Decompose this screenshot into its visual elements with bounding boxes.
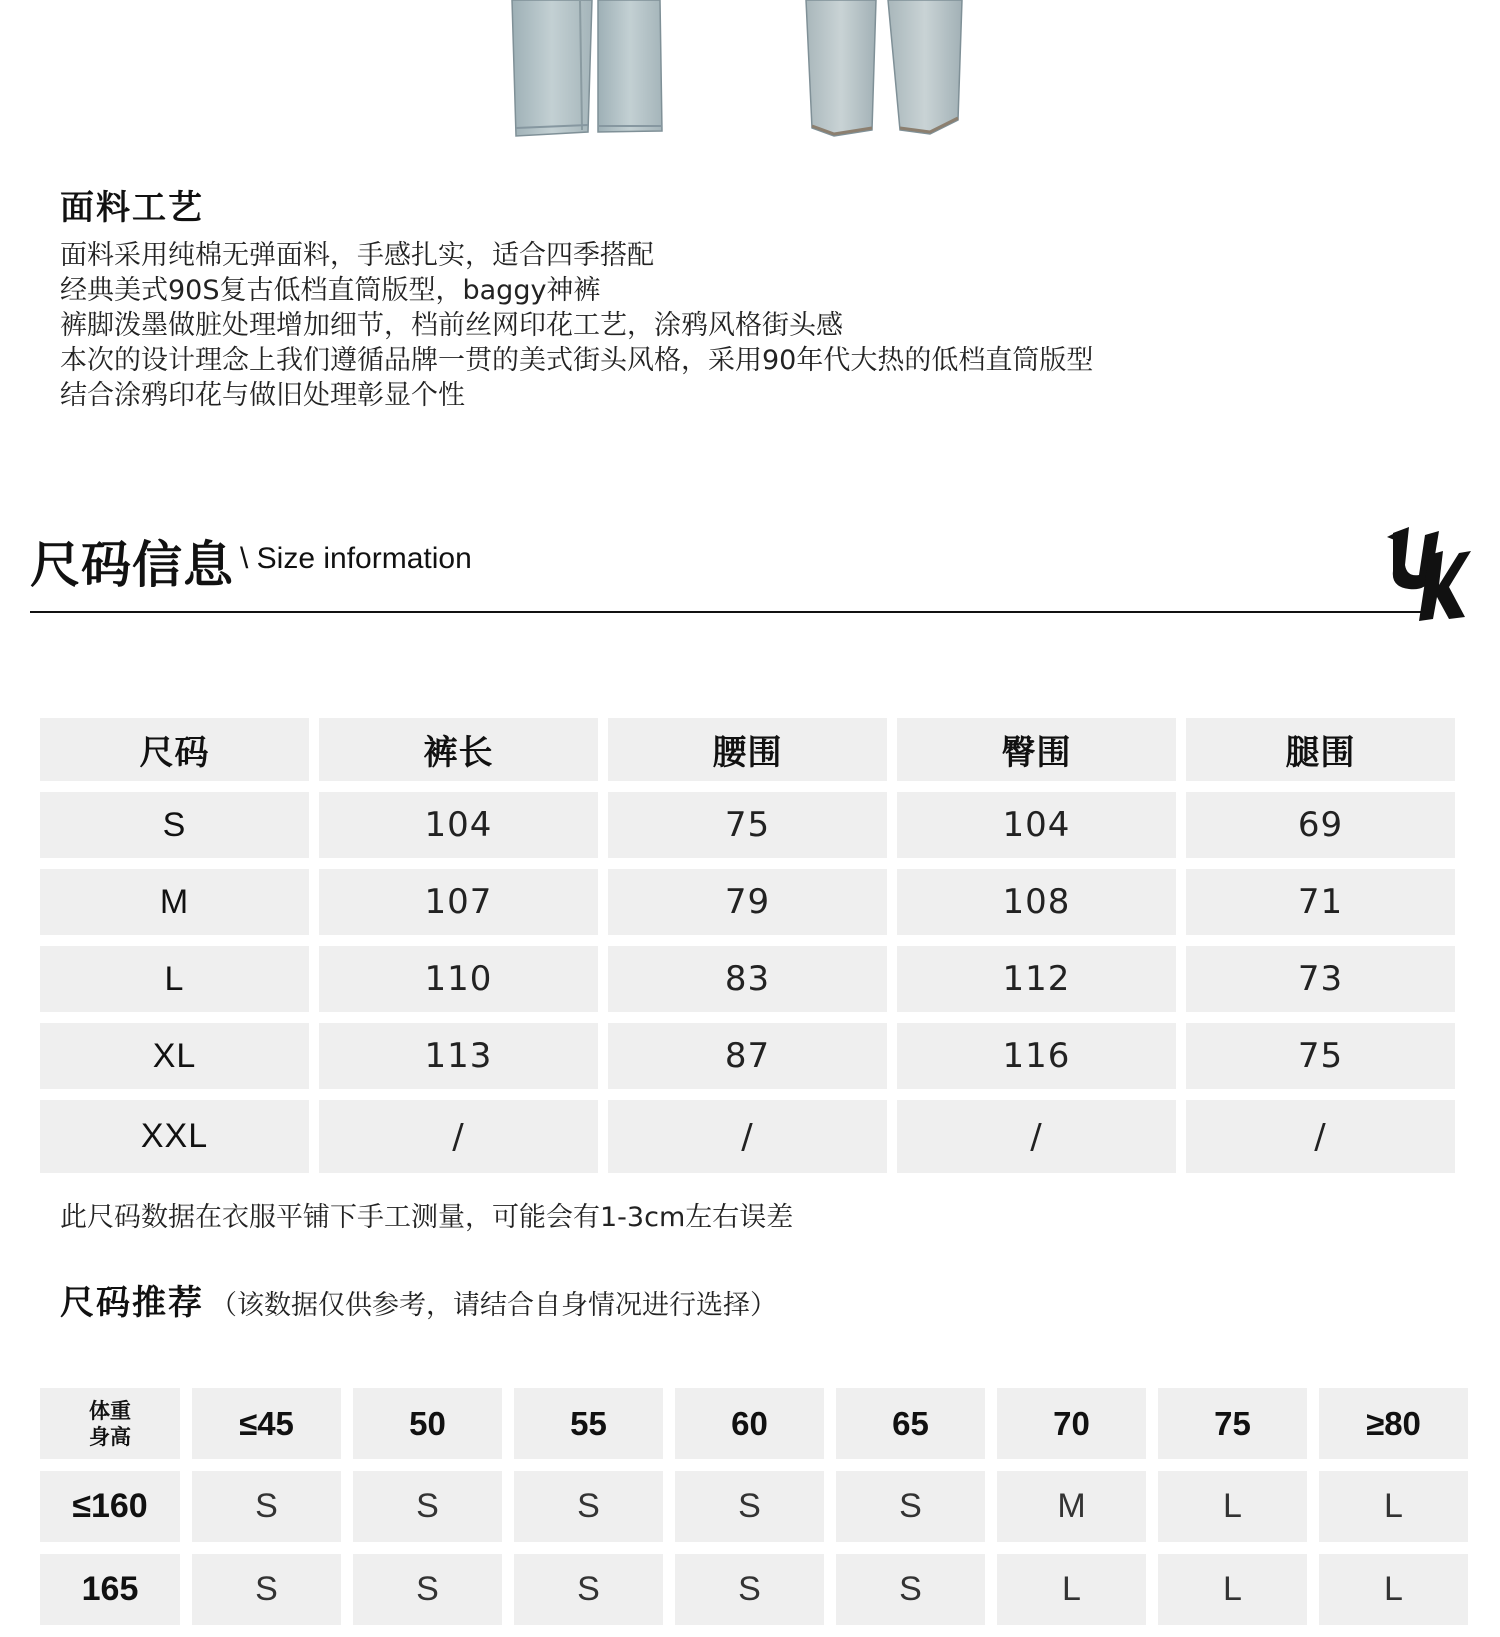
measure-cell: 104 — [319, 792, 598, 858]
table-row — [40, 1471, 1468, 1542]
recommended-size-cell: S — [514, 1554, 663, 1625]
size-cell: L — [40, 946, 309, 1012]
measure-cell: 104 — [897, 792, 1176, 858]
recommendation-subtitle: （该数据仅供参考，请结合自身情况进行选择） — [210, 1290, 777, 1321]
height-cell: ≤160 — [40, 1471, 180, 1542]
brand-logo — [1385, 525, 1475, 623]
recommended-size-cell: S — [836, 1554, 985, 1625]
size-table — [40, 718, 1455, 1184]
recommended-size-cell: L — [997, 1554, 1146, 1625]
measure-cell: / — [1186, 1100, 1455, 1173]
fabric-line: 经典美式90S复古低档直筒版型，baggy神裤 — [60, 275, 601, 306]
weight-cell: 65 — [836, 1388, 985, 1459]
height-axis-label: 身高 — [89, 1424, 131, 1449]
measure-cell: 116 — [897, 1023, 1176, 1089]
height-cell: 165 — [40, 1554, 180, 1625]
recommended-size-cell: L — [1158, 1554, 1307, 1625]
measure-cell: 69 — [1186, 792, 1455, 858]
size-note: 此尺码数据在衣服平铺下手工测量，可能会有1-3cm左右误差 — [60, 1202, 794, 1233]
size-cell: XL — [40, 1023, 309, 1089]
recommended-size-cell: S — [353, 1554, 502, 1625]
measure-cell: / — [897, 1100, 1176, 1173]
size-cell: M — [40, 869, 309, 935]
weight-axis-label: 体重 — [89, 1398, 131, 1423]
measure-cell: 71 — [1186, 869, 1455, 935]
table-row — [40, 1100, 1455, 1173]
fabric-line: 结合涂鸦印花与做旧处理彰显个性 — [60, 380, 465, 411]
weight-cell: ≥80 — [1319, 1388, 1468, 1459]
recommended-size-cell: S — [514, 1471, 663, 1542]
fabric-title: 面料工艺 — [60, 188, 204, 228]
recommended-size-cell: S — [836, 1471, 985, 1542]
header-cell: 裤长 — [319, 718, 598, 781]
size-info-title: 尺码信息 — [30, 536, 234, 594]
header-cell: 臀围 — [897, 718, 1176, 781]
fabric-line: 本次的设计理念上我们遵循品牌一贯的美式街头风格，采用90年代大热的低档直筒版型 — [60, 345, 1094, 376]
header-cell: 腰围 — [608, 718, 887, 781]
size-table-header — [40, 718, 1455, 781]
measure-cell: 112 — [897, 946, 1176, 1012]
product-photo — [0, 0, 1500, 145]
recommended-size-cell: M — [997, 1471, 1146, 1542]
recommended-size-cell: S — [192, 1471, 341, 1542]
recommended-size-cell: L — [1319, 1554, 1468, 1625]
measure-cell: 113 — [319, 1023, 598, 1089]
measure-cell: 108 — [897, 869, 1176, 935]
fabric-line: 裤脚泼墨做脏处理增加细节，档前丝网印花工艺，涂鸦风格街头感 — [60, 310, 843, 341]
size-cell: S — [40, 792, 309, 858]
header-divider — [30, 611, 1430, 613]
measure-cell: 110 — [319, 946, 598, 1012]
weight-cell: 70 — [997, 1388, 1146, 1459]
measure-cell: 75 — [1186, 1023, 1455, 1089]
size-cell: XXL — [40, 1100, 309, 1173]
recommended-size-cell: S — [192, 1554, 341, 1625]
recommendation-heading — [60, 1275, 777, 1324]
recommended-size-cell: L — [1158, 1471, 1307, 1542]
jeans-front-legs — [512, 0, 662, 136]
measure-cell: 107 — [319, 869, 598, 935]
table-row — [40, 1023, 1455, 1089]
table-row — [40, 869, 1455, 935]
corner-cell — [40, 1388, 180, 1459]
measure-cell: / — [608, 1100, 887, 1173]
size-info-header — [30, 525, 1470, 625]
recommendation-title: 尺码推荐 — [60, 1283, 204, 1323]
measure-cell: 75 — [608, 792, 887, 858]
fabric-line: 面料采用纯棉无弹面料，手感扎实，适合四季搭配 — [60, 240, 654, 271]
header-cell: 腿围 — [1186, 718, 1455, 781]
recommended-size-cell: S — [675, 1554, 824, 1625]
jeans-back-legs — [806, 0, 962, 136]
weight-cell: 55 — [514, 1388, 663, 1459]
header-cell: 尺码 — [40, 718, 309, 781]
measure-cell: / — [319, 1100, 598, 1173]
fabric-description — [60, 238, 1093, 413]
table-row — [40, 946, 1455, 1012]
size-info-subtitle: \ Size information — [240, 542, 472, 575]
recommended-size-cell: S — [675, 1471, 824, 1542]
weight-cell: 60 — [675, 1388, 824, 1459]
table-row — [40, 1554, 1468, 1625]
weight-cell: 50 — [353, 1388, 502, 1459]
weight-cell: 75 — [1158, 1388, 1307, 1459]
weight-cell: ≤45 — [192, 1388, 341, 1459]
measure-cell: 83 — [608, 946, 887, 1012]
table-row — [40, 792, 1455, 858]
measure-cell: 73 — [1186, 946, 1455, 1012]
measure-cell: 79 — [608, 869, 887, 935]
recommended-size-cell: S — [353, 1471, 502, 1542]
weight-header-row — [40, 1388, 1468, 1459]
measure-cell: 87 — [608, 1023, 887, 1089]
recommended-size-cell: L — [1319, 1471, 1468, 1542]
